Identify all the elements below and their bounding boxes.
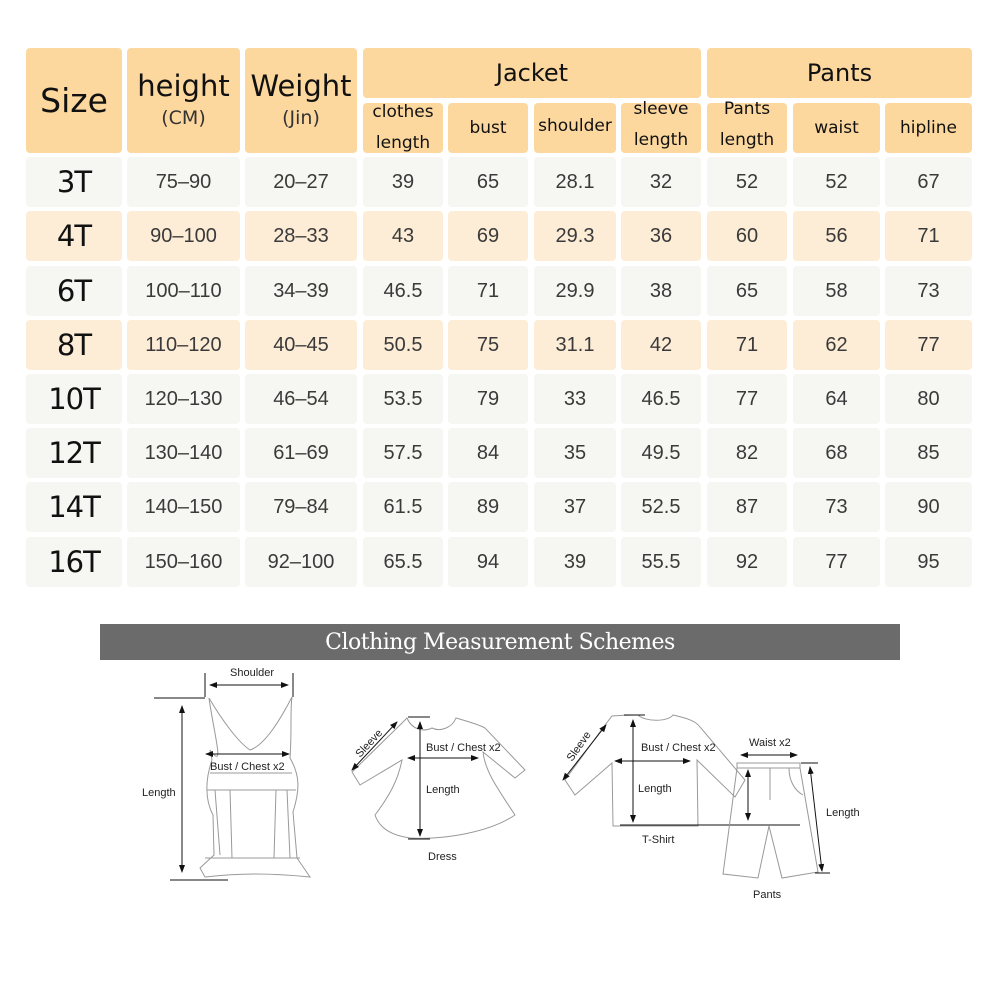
cell-waist-value: 73	[825, 495, 848, 518]
header-height-unit: (CM)	[161, 106, 206, 129]
header-sleeve-length-line1: sleeve	[633, 99, 689, 119]
cell-bust-value: 75	[476, 333, 500, 356]
cell-hipline-value: 85	[917, 441, 940, 464]
cell-size	[26, 266, 122, 316]
cell-clothes-length-value: 46.5	[383, 279, 423, 302]
cell-clothes-length-value: 61.5	[383, 495, 423, 518]
cell-bust-value: 84	[476, 441, 500, 464]
cell-shoulder-value: 29.3	[555, 224, 595, 247]
cell-shoulder	[534, 211, 616, 261]
cell-size-value: 3T	[56, 165, 92, 199]
cell-bust-value: 89	[476, 495, 500, 518]
cell-pants-length	[707, 428, 787, 478]
cell-pants-length	[707, 320, 787, 370]
cell-bust	[448, 266, 528, 316]
cell-hipline-value: 73	[917, 279, 940, 302]
pants-length-label: Length	[826, 807, 860, 819]
cell-clothes-length	[363, 211, 443, 261]
cell-hipline-value: 95	[917, 550, 940, 573]
vest-length-label: Length	[142, 787, 176, 799]
cell-clothes-length-value: 50.5	[383, 333, 423, 356]
pants-measure-lines	[741, 755, 830, 873]
cell-size	[26, 482, 122, 532]
cell-hipline-value: 90	[917, 495, 940, 518]
cell-sleeve-length	[621, 428, 701, 478]
header-sleeve-length-line2: length	[633, 130, 689, 150]
header-pants-length-line1: Pants	[723, 99, 771, 119]
cell-size-value: 16T	[48, 545, 100, 579]
cell-clothes-length	[363, 157, 443, 207]
cell-bust	[448, 320, 528, 370]
header-bust	[448, 103, 528, 153]
header-bust-label: bust	[469, 117, 507, 138]
cell-height	[127, 428, 240, 478]
header-height-label: height	[137, 68, 230, 103]
header-waist	[793, 103, 880, 153]
cell-size	[26, 374, 122, 424]
cell-sleeve-length	[621, 320, 701, 370]
cell-size-value: 8T	[56, 328, 92, 362]
cell-weight-value: 46–54	[273, 387, 329, 410]
cell-weight	[245, 428, 357, 478]
cell-height	[127, 482, 240, 532]
cell-height	[127, 537, 240, 587]
cell-waist	[793, 211, 880, 261]
cell-waist-value: 58	[825, 279, 848, 302]
cell-height-value: 150–160	[144, 550, 223, 573]
cell-waist-value: 64	[825, 387, 848, 410]
header-clothes-length	[363, 103, 443, 153]
cell-hipline	[885, 537, 972, 587]
cell-weight-value: 34–39	[273, 279, 329, 302]
cell-sleeve-length-value: 55.5	[641, 550, 681, 573]
cell-clothes-length-value: 57.5	[383, 441, 423, 464]
cell-shoulder-value: 28.1	[555, 170, 595, 193]
cell-sleeve-length	[621, 157, 701, 207]
cell-size-value: 14T	[48, 490, 100, 524]
cell-height	[127, 157, 240, 207]
cell-waist-value: 77	[825, 550, 848, 573]
vest-measure-lines	[154, 673, 293, 880]
cell-pants-length-value: 65	[735, 279, 759, 302]
cell-sleeve-length-value: 52.5	[641, 495, 681, 518]
header-shoulder-label: shoulder	[538, 115, 612, 136]
cell-hipline	[885, 266, 972, 316]
cell-shoulder-value: 31.1	[555, 333, 595, 356]
cell-waist	[793, 428, 880, 478]
cell-pants-length	[707, 157, 787, 207]
cell-hipline-value: 67	[917, 170, 940, 193]
measurement-diagrams	[0, 660, 1000, 1000]
cell-sleeve-length-value: 38	[649, 279, 673, 302]
pants-waist-label: Waist x2	[749, 737, 791, 749]
cell-sleeve-length-value: 46.5	[641, 387, 681, 410]
cell-weight	[245, 374, 357, 424]
cell-pants-length-value: 71	[735, 333, 759, 356]
cell-bust	[448, 482, 528, 532]
cell-size-value: 12T	[48, 436, 100, 470]
pants-caption: Pants	[753, 889, 782, 901]
cell-size	[26, 428, 122, 478]
cell-hipline-value: 71	[917, 224, 940, 247]
pants-diagram	[723, 763, 818, 878]
cell-pants-length	[707, 266, 787, 316]
dress-caption: Dress	[428, 851, 457, 863]
cell-size	[26, 320, 122, 370]
cell-waist-value: 68	[825, 441, 848, 464]
cell-weight	[245, 157, 357, 207]
tshirt-sleeve-label: Sleeve	[564, 729, 594, 764]
cell-pants-length-value: 87	[735, 495, 759, 518]
header-size-label: Size	[40, 81, 108, 120]
cell-size-value: 10T	[48, 382, 100, 416]
cell-waist	[793, 266, 880, 316]
cell-sleeve-length	[621, 482, 701, 532]
header-sleeve-length	[621, 99, 701, 153]
cell-height-value: 130–140	[144, 441, 223, 464]
dress-bust-label: Bust / Chest x2	[426, 742, 501, 754]
cell-height-value: 90–100	[150, 224, 217, 247]
cell-pants-length	[707, 482, 787, 532]
cell-pants-length-value: 92	[735, 550, 759, 573]
tshirt-caption: T-Shirt	[642, 834, 675, 846]
header-group-pants-label: Pants	[806, 59, 873, 87]
cell-hipline	[885, 320, 972, 370]
header-clothes-length-line1: clothes	[372, 102, 434, 122]
cell-shoulder	[534, 374, 616, 424]
cell-shoulder	[534, 266, 616, 316]
header-group-pants	[707, 48, 972, 98]
vest-diagram	[200, 697, 310, 877]
cell-weight	[245, 211, 357, 261]
cell-pants-length	[707, 374, 787, 424]
cell-pants-length	[707, 537, 787, 587]
cell-bust	[448, 537, 528, 587]
cell-weight	[245, 537, 357, 587]
cell-clothes-length	[363, 320, 443, 370]
cell-size	[26, 157, 122, 207]
cell-sleeve-length	[621, 266, 701, 316]
cell-pants-length-value: 82	[735, 441, 759, 464]
vest-shoulder-label: Shoulder	[230, 667, 275, 679]
cell-hipline	[885, 374, 972, 424]
cell-clothes-length-value: 53.5	[383, 387, 423, 410]
cell-waist-value: 56	[825, 224, 848, 247]
header-clothes-length-line2: length	[375, 133, 431, 153]
cell-bust-value: 69	[476, 224, 500, 247]
cell-height-value: 100–110	[145, 279, 222, 302]
cell-pants-length-value: 60	[735, 224, 759, 247]
schemes-title-banner	[100, 624, 900, 660]
cell-shoulder	[534, 320, 616, 370]
cell-weight-value: 40–45	[273, 333, 329, 356]
header-group-jacket-label: Jacket	[495, 59, 569, 87]
cell-sleeve-length	[621, 537, 701, 587]
cell-size-value: 6T	[56, 274, 92, 308]
cell-hipline-value: 77	[917, 333, 940, 356]
cell-sleeve-length-value: 32	[649, 170, 673, 193]
cell-height-value: 110–120	[145, 333, 222, 356]
cell-bust-value: 65	[476, 170, 500, 193]
tshirt-diagram	[565, 715, 745, 826]
cell-clothes-length	[363, 482, 443, 532]
cell-bust-value: 94	[476, 550, 500, 573]
tshirt-bust-label: Bust / Chest x2	[641, 742, 716, 754]
schemes-title: Clothing Measurement Schemes	[325, 629, 675, 655]
cell-waist	[793, 157, 880, 207]
cell-hipline	[885, 428, 972, 478]
dress-length-label: Length	[426, 784, 460, 796]
cell-weight	[245, 482, 357, 532]
cell-hipline	[885, 157, 972, 207]
cell-size-value: 4T	[56, 219, 92, 253]
cell-weight-value: 61–69	[273, 441, 329, 464]
cell-shoulder-value: 35	[563, 441, 587, 464]
tshirt-length-label: Length	[638, 783, 672, 795]
cell-shoulder	[534, 537, 616, 587]
cell-bust	[448, 428, 528, 478]
cell-clothes-length-value: 43	[391, 224, 415, 247]
header-height	[127, 48, 240, 153]
cell-sleeve-length-value: 42	[649, 333, 673, 356]
cell-bust	[448, 157, 528, 207]
cell-size	[26, 211, 122, 261]
cell-height	[127, 320, 240, 370]
cell-bust	[448, 374, 528, 424]
header-weight-label: Weight	[250, 68, 352, 103]
cell-shoulder-value: 29.9	[555, 279, 595, 302]
cell-height	[127, 374, 240, 424]
header-shoulder	[534, 103, 616, 153]
header-waist-label: waist	[814, 117, 859, 138]
cell-weight-value: 28–33	[273, 224, 329, 247]
cell-weight-value: 92–100	[267, 550, 335, 573]
cell-pants-length-value: 52	[735, 170, 759, 193]
tshirt-measure-lines	[563, 715, 800, 825]
cell-size	[26, 537, 122, 587]
cell-hipline	[885, 211, 972, 261]
cell-bust	[448, 211, 528, 261]
cell-pants-length	[707, 211, 787, 261]
cell-weight-value: 79–84	[273, 495, 329, 518]
cell-shoulder	[534, 428, 616, 478]
header-weight-unit: (Jin)	[282, 106, 320, 129]
header-pants-length-line2: length	[719, 130, 775, 150]
dress-sleeve-label: Sleeve	[353, 727, 386, 761]
header-hipline	[885, 103, 972, 153]
cell-shoulder	[534, 482, 616, 532]
cell-waist	[793, 320, 880, 370]
cell-shoulder-value: 39	[563, 550, 587, 573]
cell-height-value: 140–150	[144, 495, 223, 518]
header-size	[26, 48, 122, 153]
cell-clothes-length	[363, 428, 443, 478]
cell-waist-value: 52	[825, 170, 848, 193]
cell-waist	[793, 374, 880, 424]
cell-weight	[245, 320, 357, 370]
vest-bust-label: Bust / Chest x2	[210, 761, 285, 773]
cell-hipline-value: 80	[917, 387, 940, 410]
cell-sleeve-length	[621, 211, 701, 261]
cell-sleeve-length	[621, 374, 701, 424]
cell-sleeve-length-value: 49.5	[641, 441, 681, 464]
cell-clothes-length-value: 65.5	[383, 550, 423, 573]
cell-bust-value: 79	[476, 387, 500, 410]
header-group-jacket	[363, 48, 701, 98]
cell-pants-length-value: 77	[735, 387, 759, 410]
header-weight	[245, 48, 357, 153]
cell-sleeve-length-value: 36	[649, 224, 673, 247]
cell-weight	[245, 266, 357, 316]
cell-clothes-length	[363, 266, 443, 316]
cell-shoulder-value: 37	[563, 495, 587, 518]
cell-height-value: 120–130	[144, 387, 223, 410]
cell-weight-value: 20–27	[273, 170, 329, 193]
cell-bust-value: 71	[476, 279, 500, 302]
header-pants-length	[707, 99, 787, 153]
cell-shoulder-value: 33	[563, 387, 587, 410]
cell-height	[127, 266, 240, 316]
cell-clothes-length	[363, 374, 443, 424]
header-hipline-label: hipline	[900, 117, 957, 138]
cell-clothes-length-value: 39	[391, 170, 415, 193]
cell-shoulder	[534, 157, 616, 207]
cell-height	[127, 211, 240, 261]
cell-waist	[793, 482, 880, 532]
cell-hipline	[885, 482, 972, 532]
cell-waist-value: 62	[825, 333, 848, 356]
cell-height-value: 75–90	[155, 170, 212, 193]
cell-clothes-length	[363, 537, 443, 587]
cell-waist	[793, 537, 880, 587]
